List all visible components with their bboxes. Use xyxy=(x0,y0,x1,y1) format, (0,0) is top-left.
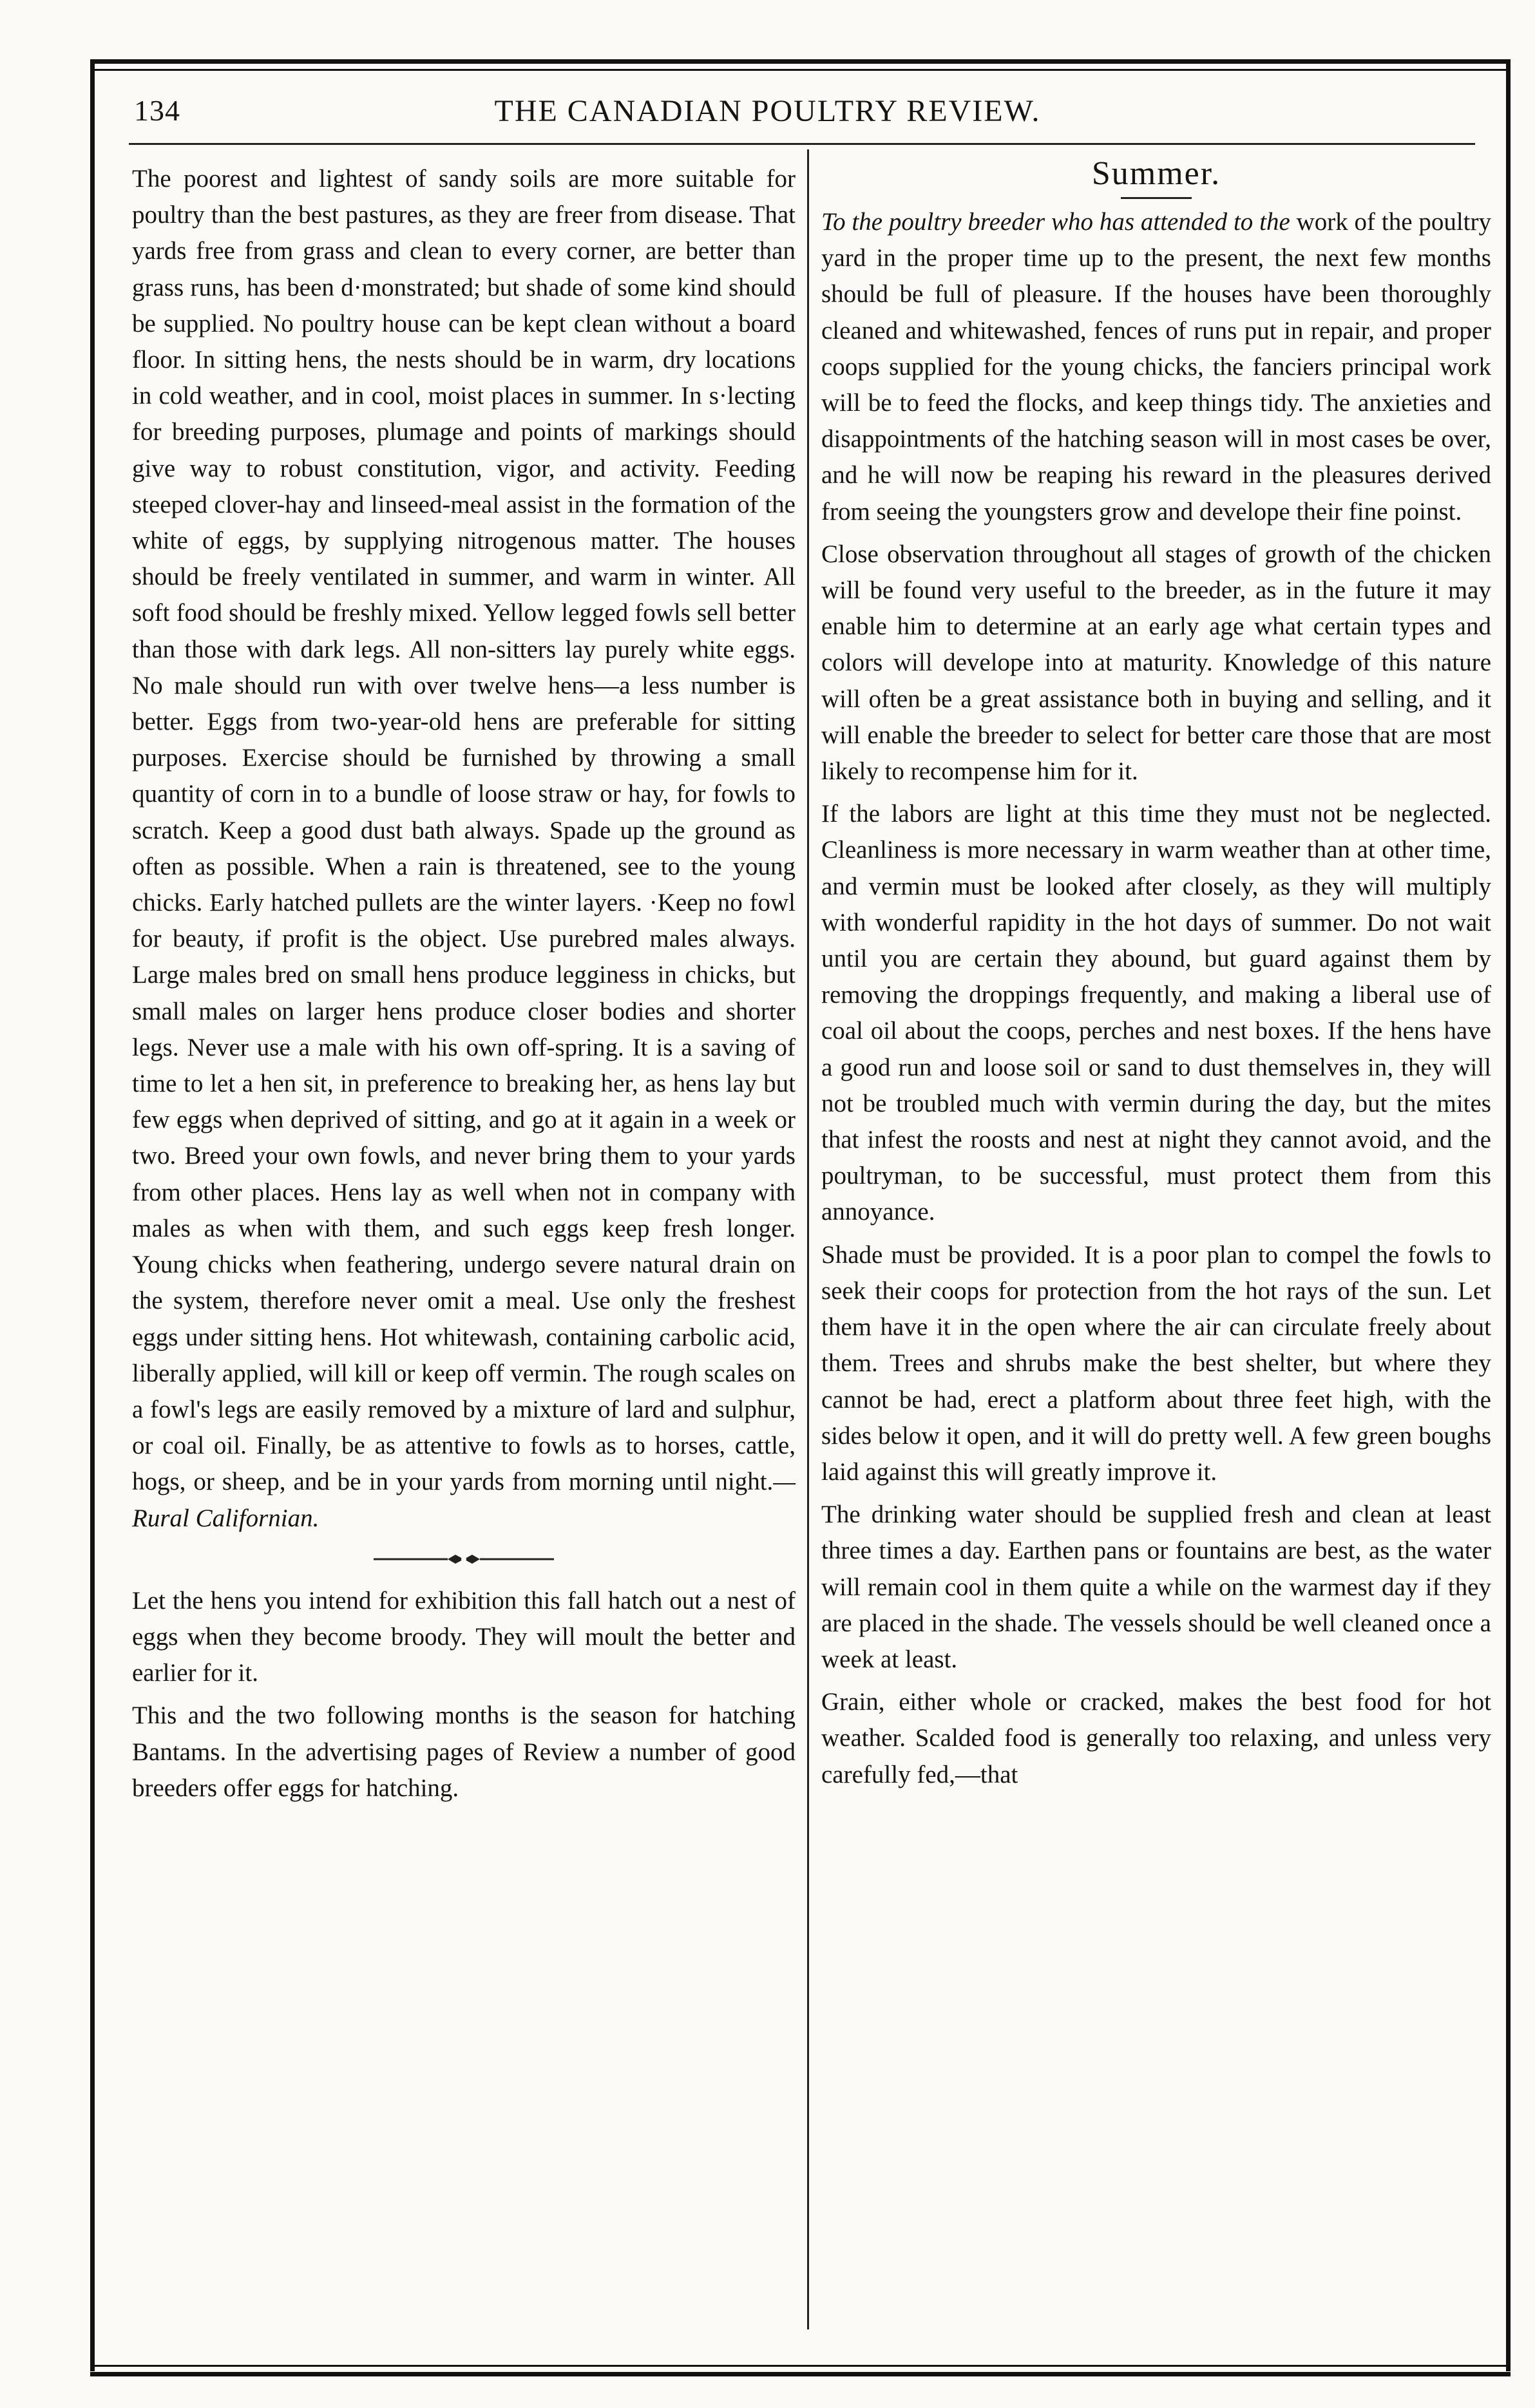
left-paragraph-3: This and the two following months is the season for hatching Bantams. In the advertising pages of Review a number of good breeders offer eggs for hatching. xyxy=(132,1702,796,1802)
section-title-rule xyxy=(1121,197,1192,199)
attribution: —Rural Californian. xyxy=(132,1468,796,1532)
right-paragraph-3: If the labors are light at this time they must not be neglected. Cleanliness is more necessary in warm weather than at other time, and vermin must be looked after closely, as they will multiply with wonderful rapidity in the hot days of summer. Do not wait until you are certain they abound, but guard against them by removing the droppings frequently, and making a liberal use of coal oil about the coops, perches and nest boxes. If the hens have a good run and loose soil or sand to dust themselves in, they will not be troubled much with vermin during the day, but the mites that infest the roosts and nest at night they cannot avoid, and the poultryman, to be successful, must protect them from this annoyance. xyxy=(821,800,1491,1226)
column-divider xyxy=(807,149,809,2329)
right-paragraph-4: Shade must be provided. It is a poor plan to compel the fowls to seek their coops for protection from the hot rays of the sun. Let them have it in the open where the air can circulate freely about them. Trees and shrubs make the best shelter, but where they cannot be had, erect a platform about three feet high, with the sides below it open, and it will do pretty well. A few green boughs laid against this will greatly improve it. xyxy=(821,1240,1491,1486)
running-head: THE CANADIAN POULTRY REVIEW. xyxy=(494,94,1041,128)
right-paragraph-1-lead: To the poultry breeder who has attended to the xyxy=(821,208,1290,236)
right-paragraph-1-body: work of the poultry yard in the proper time up to the present, the next few months should be full of pleasure. If the houses have been thoroughly cleaned and whitewashed, fences of runs put in repair, and proper coops supplied for the young chicks, the fanciers principal work will be to feed the flocks, and keep things tidy. The anxieties and disappointments of the hatching season will in most cases be over, and he will now be reaping his reward in the pleasures derived from seeing the youngsters grow and develope their fine poinst. xyxy=(821,208,1491,526)
frame-right-rule xyxy=(1506,59,1511,2371)
right-paragraph-6: Grain, either whole or cracked, makes the best food for hot weather. Scalded food is generally too relaxing, and unless very carefully fed,—that xyxy=(821,1688,1491,1788)
left-paragraph-2: Let the hens you intend for exhibition this fall hatch out a nest of eggs when they become broody. They will moult the better and earlier for it. xyxy=(132,1586,796,1687)
right-column xyxy=(821,153,1491,1793)
right-paragraph-2: Close observation throughout all stages of growth of the chicken will be found very useful to the breeder, as in the future it may enable him to determine at an early age what certain types and colors will develope into at maturity. Knowledge of this nature will often be a great assistance both in buying and selling, and it will enable the breeder to select for better care those that are most likely to recompense him for it. xyxy=(821,540,1491,786)
left-paragraph-1-body: The poorest and lightest of sandy soils are more suitable for poultry than the best pastures, as they are freer from disease. That yards free from grass and clean to every corner, are better than grass runs, has been d·monstrated; but shade of some kind should be supplied. No poultry house can be kept clean without a board floor. In sitting hens, the nests should be in warm, dry locations in cold weather, and in cool, moist places in summer. In s·lecting for breeding purposes, plumage and points of markings should give way to robust constitution, vigor, and activity. Feeding steeped clover-hay and linseed-meal assist in the formation of the white of eggs, by supplying nitrogenous matter. The houses should be freely ventilated in summer, and warm in winter. All soft food should be freshly mixed. Yellow legged fowls sell better than those with dark legs. All non-sitters lay purely white eggs. No male should run with over twelve hens—a less number is better. Eggs from two-year-old hens are preferable for sitting purposes. Exercise should be furnished by throwing a small quantity of corn in to a bundle of loose straw or hay, for fowls to scratch. Keep a good dust bath always. Spade up the ground as often as possible. When a rain is threatened, see to the young chicks. Early hatched pullets are the winter layers. ·Keep no fowl for beauty, if profit is the object. Use purebred males always. Large males bred on small hens produce legginess in chicks, but small males on larger hens produce closer bodies and shorter legs. Never use a male with his own off-spring. It is a saving of time to let a hen sit, in preference to breaking her, as hens lay but few eggs when deprived of sitting, and go at it again in a week or two. Breed your own fowls, and never bring them to your yards from other places. Hens lay as well when not in company with males as when with them, and such eggs keep fresh longer. Young chicks when feathering, undergo severe natural drain on the system, therefore never omit a meal. Use only the freshest eggs under sitting hens. Hot whitewash, containing carbolic acid, liberally applied, will kill or keep off vermin. The rough scales on a fowl's legs are easily removed by a mixture of lard and sulphur, or coal oil. Finally, be as attentive to fowls as to horses, cattle, hogs, or sheep, and be in your yards from morning until night. xyxy=(132,165,796,1496)
header-rule xyxy=(129,143,1475,145)
left-paragraph-1 xyxy=(132,161,796,1537)
right-paragraph-1 xyxy=(821,204,1491,530)
section-title: Summer. xyxy=(1091,155,1221,192)
page-number: 134 xyxy=(134,94,180,127)
left-column xyxy=(132,161,796,1806)
ornament-divider-icon xyxy=(367,1550,560,1569)
right-paragraph-5: The drinking water should be supplied fresh and clean at least three times a day. Earthen pans or fountains are best, as the water will remain cool in them quite a while on the warmest day if they are placed in the shade. The vessels should be well cleaned once a week at least. xyxy=(821,1501,1491,1673)
frame-bottom-rule xyxy=(90,2365,1511,2376)
frame-top-rule xyxy=(90,59,1511,71)
frame-left-rule xyxy=(90,59,95,2371)
